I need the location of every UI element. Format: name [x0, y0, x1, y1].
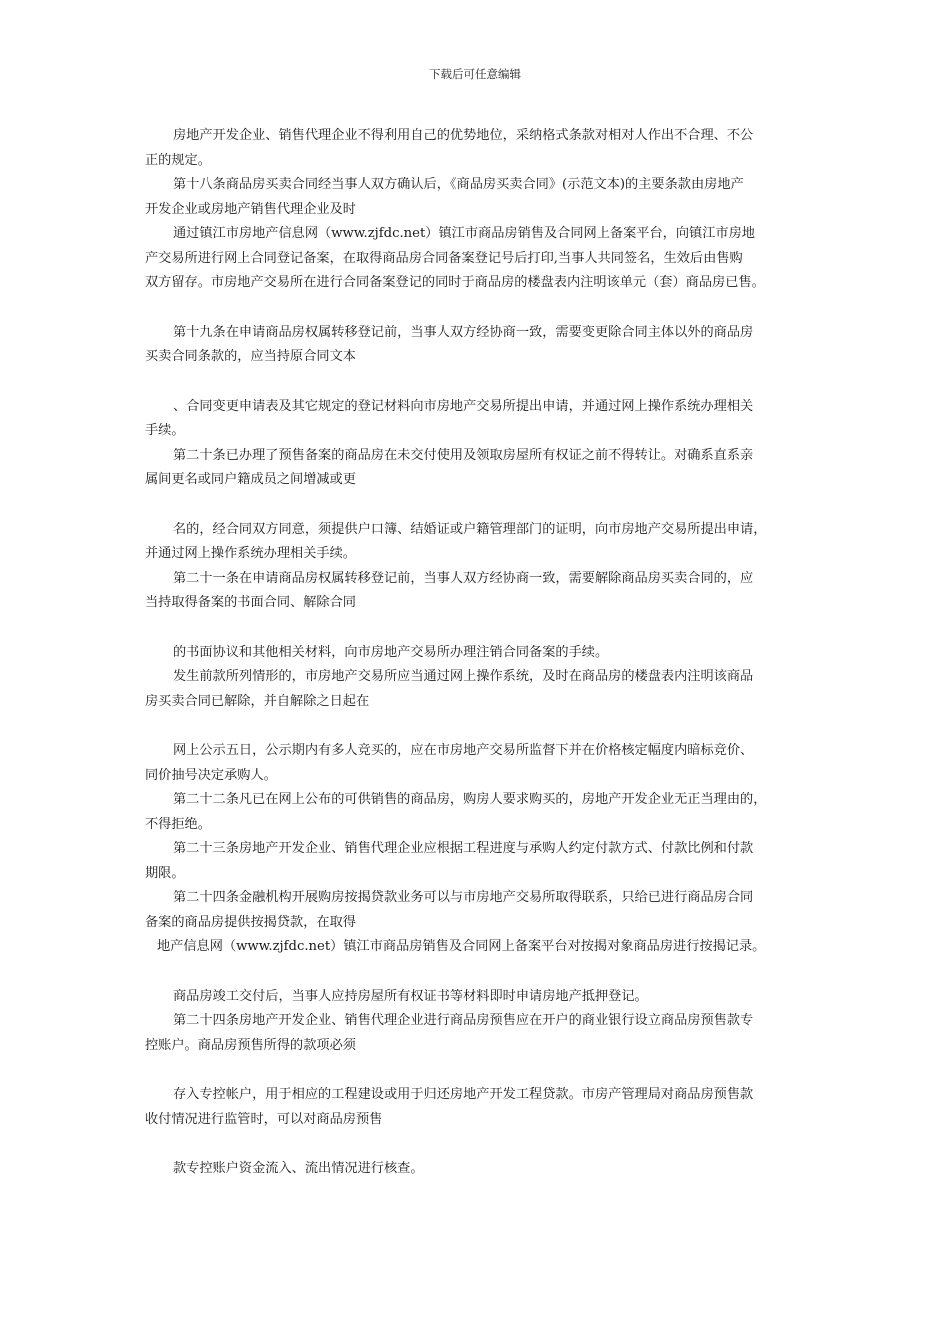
- paragraph-line: 通过镇江市房地产信息网（www.zjfdc.net）镇江市商品房销售及合同网上备案平台，向镇江市房地: [173, 226, 755, 241]
- paragraph-line: 存入专控帐户，用于相应的工程建设或用于归还房地产开发工程贷款。市房产管理局对商品房预售款: [173, 1087, 754, 1102]
- paragraph-line: 第二十三条房地产开发企业、销售代理企业应根据工程进度与承购人约定付款方式、付款比例和付款: [173, 841, 754, 856]
- paragraph-line: 属间更名或同户籍成员之间增减或更: [145, 472, 356, 487]
- paragraph-line: 并通过网上操作系统办理相关手续。: [145, 546, 356, 561]
- paragraph: [145, 518, 815, 567]
- document-body: [145, 124, 815, 1182]
- paragraph-line: 双方留存。市房地产交易所在进行合同备案登记的同时于商品房的楼盘表内注明该单元（套）商品房已售。: [145, 275, 765, 290]
- paragraph-line: 款专控账户资金流入、流出情况进行核查。: [173, 1161, 424, 1176]
- paragraph-line: 的书面协议和其他相关材料，向市房地产交易所办理注销合同备案的手续。: [173, 644, 609, 660]
- paragraph: [145, 1157, 815, 1182]
- paragraph: [145, 935, 815, 960]
- paragraph-gap: [145, 370, 815, 395]
- paragraph-line: 第二十四条房地产开发企业、销售代理企业进行商品房预售应在开户的商业银行设立商品房预售款专: [173, 1013, 754, 1028]
- paragraph-line: 商品房竣工交付后，当事人应持房屋所有权证书等材料即时申请房地产抵押登记。: [173, 988, 648, 1004]
- paragraph: [145, 837, 815, 886]
- paragraph: [145, 788, 815, 837]
- paragraph-line: 备案的商品房提供按揭贷款，在取得: [145, 914, 356, 930]
- paragraph: [145, 567, 815, 616]
- paragraph-line: 第十九条在申请商品房权属转移登记前，当事人双方经协商一致，需要变更除合同主体以外的商品房: [173, 324, 754, 340]
- paragraph-line: 第十八条商品房买卖合同经当事人双方确认后，《商品房买卖合同》(示范文本)的主要条款由房地产: [173, 177, 744, 192]
- paragraph-line: 买卖合同条款的，应当持原合同文本: [145, 349, 356, 364]
- paragraph-gap: [145, 1132, 815, 1157]
- paragraph-line: 第二十四条金融机构开展购房按揭贷款业务可以与市房地产交易所取得联系，只给已进行商品房合同: [173, 890, 754, 905]
- paragraph-line: 控账户。商品房预售所得的款项必须: [145, 1037, 356, 1053]
- paragraph-line: 、合同变更申请表及其它规定的登记材料向市房地产交易所提出申请，并通过网上操作系统办理相关: [173, 398, 754, 414]
- paragraph: [145, 886, 815, 935]
- paragraph-line: 产交易所进行网上合同登记备案，在取得商品房合同备案登记号后打印,当事人共同签名，生效后由售购: [145, 250, 743, 266]
- paragraph: [145, 173, 815, 222]
- paragraph-gap: [145, 960, 815, 985]
- paragraph: [145, 222, 815, 296]
- paragraph-line: 第二十条已办理了预售备案的商品房在未交付使用及领取房屋所有权证之前不得转让。对确系直系亲: [173, 447, 754, 463]
- paragraph-line: 期限。: [145, 865, 185, 881]
- page-header: 下载后可任意编辑: [429, 67, 521, 81]
- paragraph-line: 房地产开发企业、销售代理企业不得利用自己的优势地位，采纳格式条款对相对人作出不合理、不公: [173, 128, 754, 143]
- paragraph-gap: [145, 616, 815, 641]
- paragraph-line: 手续。: [145, 423, 185, 438]
- paragraph: [145, 395, 815, 444]
- paragraph-line: 开发企业或房地产销售代理企业及时: [145, 201, 356, 217]
- paragraph: [145, 985, 815, 1010]
- paragraph-line: 正的规定。: [145, 152, 211, 168]
- paragraph-line: 地产信息网（www.zjfdc.net）镇江市商品房销售及合同网上备案平台对按揭对象商品房进行按揭记录。: [157, 939, 766, 954]
- paragraph-line: 第二十一条在申请商品房权属转移登记前，当事人双方经协商一致，需要解除商品房买卖合同的，应: [173, 570, 754, 586]
- paragraph: [145, 1083, 815, 1132]
- paragraph-line: 发生前款所列情形的，市房地产交易所应当通过网上操作系统，及时在商品房的楼盘表内注明该商品: [173, 669, 754, 684]
- paragraph-line: 收付情况进行监管时，可以对商品房预售: [145, 1111, 383, 1127]
- paragraph: [145, 1009, 815, 1058]
- paragraph: [145, 321, 815, 370]
- paragraph-line: 第二十二条凡已在网上公布的可供销售的商品房，购房人要求购买的，房地产开发企业无正当理由的，: [173, 792, 767, 807]
- paragraph-gap: [145, 493, 815, 518]
- paragraph-gap: [145, 1058, 815, 1083]
- paragraph: [145, 739, 815, 788]
- paragraph: [145, 665, 815, 714]
- paragraph-line: 同价抽号决定承购人。: [145, 767, 277, 783]
- paragraph-gap: [145, 296, 815, 321]
- paragraph-line: 房买卖合同已解除，并自解除之日起在: [145, 693, 370, 709]
- paragraph: [145, 124, 815, 173]
- paragraph-gap: [145, 714, 815, 739]
- paragraph: [145, 641, 815, 666]
- paragraph: [145, 444, 815, 493]
- paragraph-line: 名的，经合同双方同意，须提供户口簿、结婚证或户籍管理部门的证明，向市房地产交易所提出申请，: [173, 521, 767, 537]
- paragraph-line: 当持取得备案的书面合同、解除合同: [145, 595, 356, 610]
- paragraph-line: 网上公示五日，公示期内有多人竞买的，应在市房地产交易所监督下并在价格核定幅度内暗标竞价、: [173, 743, 754, 758]
- paragraph-line: 不得拒绝。: [145, 816, 211, 832]
